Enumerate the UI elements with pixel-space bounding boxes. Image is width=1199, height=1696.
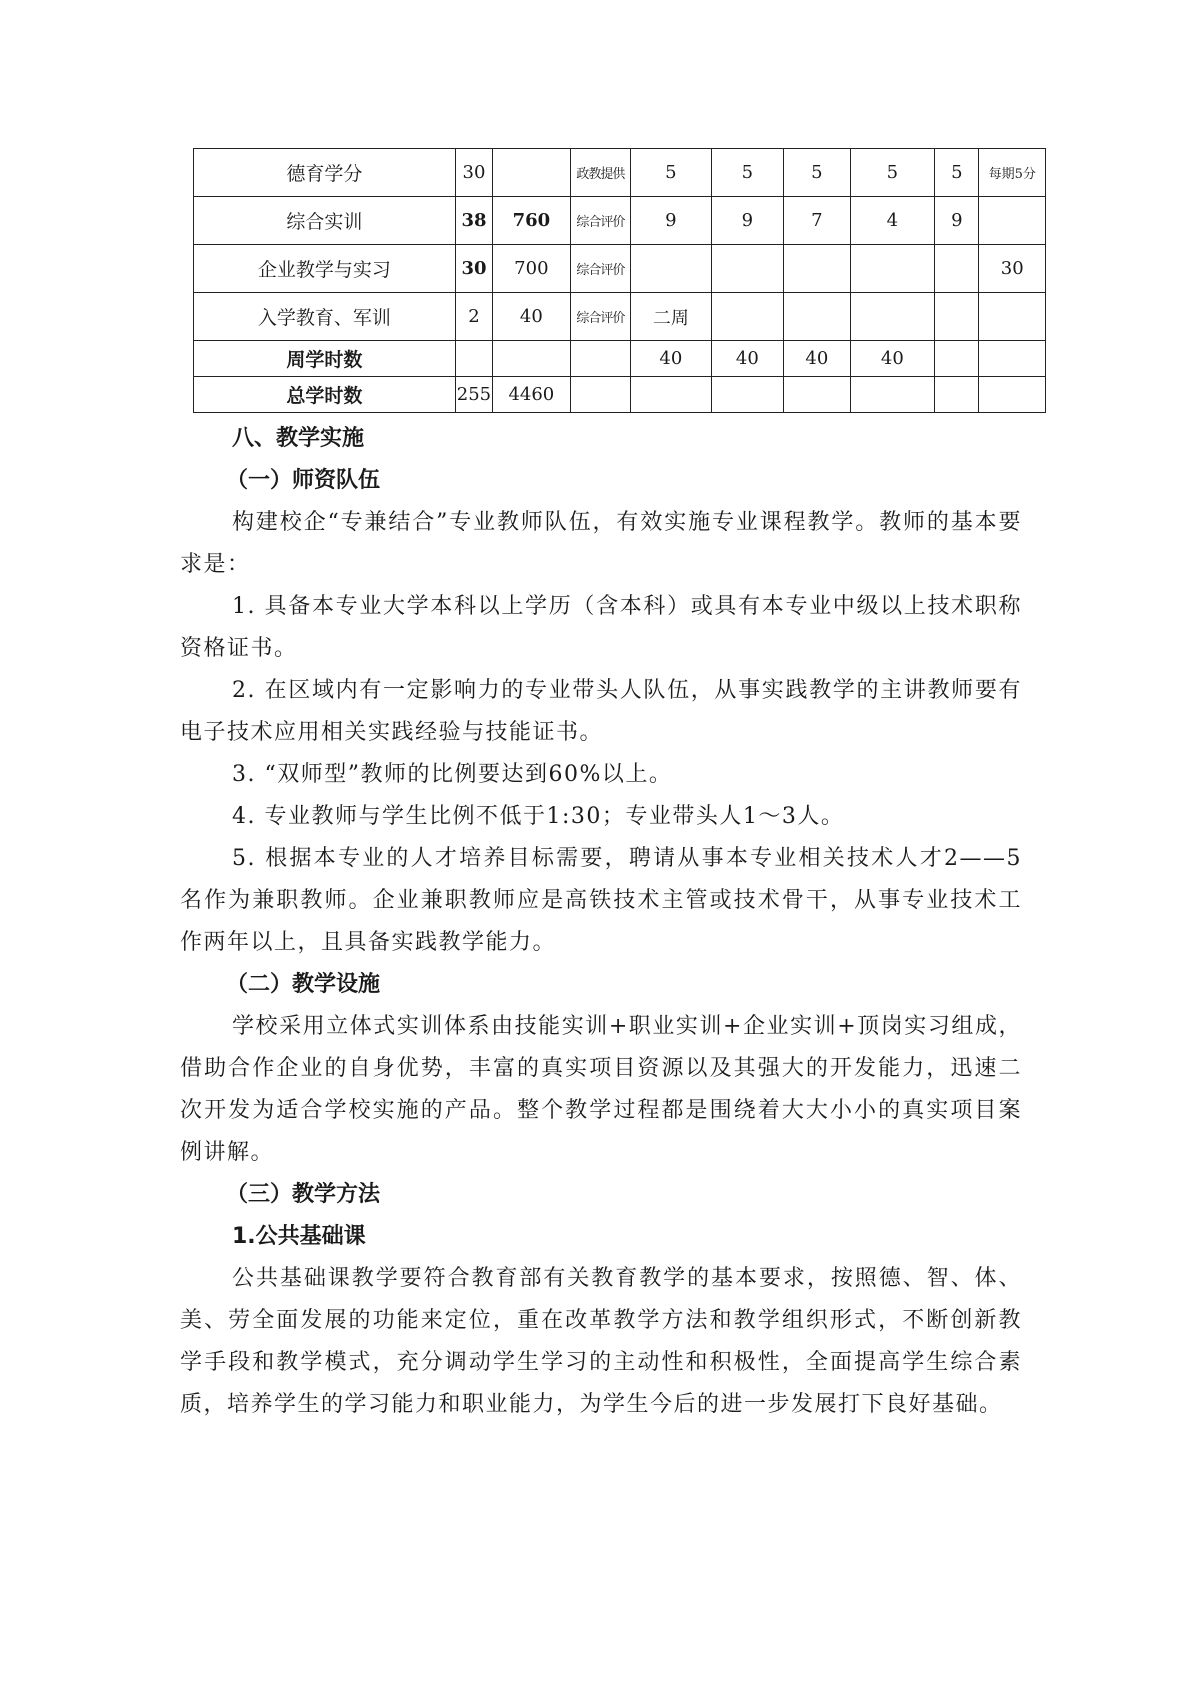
assessment-cell: 政教提供	[570, 149, 630, 197]
semester-cell	[850, 245, 935, 293]
semester-cell: 40	[711, 341, 784, 377]
semester-cell: 9	[935, 197, 979, 245]
assessment-cell: 综合评价	[570, 293, 630, 341]
row-name: 周学时数	[194, 341, 456, 377]
semester-cell: 9	[631, 197, 712, 245]
table-row	[194, 293, 1046, 341]
semester-cell	[935, 341, 979, 377]
semester-cell	[935, 293, 979, 341]
subsection-heading: （三）教学方法	[226, 1182, 381, 1207]
list-item: 1. 具备本专业大学本科以上学历（含本科）或具有本专业中级以上技术职称资格证书。	[180, 594, 1022, 661]
semester-cell: 5	[711, 149, 784, 197]
row-name: 总学时数	[194, 377, 456, 413]
row-name: 企业教学与实习	[194, 245, 456, 293]
semester-cell: 5	[784, 149, 850, 197]
semester-cell	[711, 245, 784, 293]
semester-cell: 每期5分	[979, 149, 1046, 197]
semester-cell: 9	[711, 197, 784, 245]
semester-cell	[935, 377, 979, 413]
paragraph: 公共基础课教学要符合教育部有关教育教学的基本要求，按照德、智、体、美、劳全面发展的功能来定位，重在改革教学方法和教学组织形式，不断创新教学手段和教学模式，充分调动学生学习的主动性和积极性，全面提高学生综合素质，培养学生的学习能力和职业能力，为学生今后的进一步发展打下良好基础。	[180, 1266, 1022, 1417]
credits-cell: 30	[455, 149, 492, 197]
table-row	[194, 341, 1046, 377]
assessment-cell	[570, 377, 630, 413]
hours-cell: 40	[493, 293, 571, 341]
hours-cell	[493, 149, 571, 197]
semester-cell: 40	[784, 341, 850, 377]
credits-cell: 255	[455, 377, 492, 413]
assessment-cell	[570, 341, 630, 377]
paragraph: 构建校企“专兼结合”专业教师队伍，有效实施专业课程教学。教师的基本要求是：	[180, 510, 1022, 577]
semester-cell	[979, 293, 1046, 341]
credits-cell: 38	[455, 197, 492, 245]
list-item: 5. 根据本专业的人才培养目标需要，聘请从事本专业相关技术人才2——5名作为兼职教师。企业兼职教师应是高铁技术主管或技术骨干，从事专业技术工作两年以上，且具备实践教学能力。	[180, 846, 1022, 955]
hours-cell: 700	[493, 245, 571, 293]
list-item: 3. “双师型”教师的比例要达到60%以上。	[232, 762, 673, 787]
semester-cell	[850, 293, 935, 341]
list-item: 2. 在区域内有一定影响力的专业带头人队伍，从事实践教学的主讲教师要有电子技术应用相关实践经验与技能证书。	[180, 678, 1022, 745]
semester-cell	[711, 293, 784, 341]
semester-cell	[631, 245, 712, 293]
credits-cell: 2	[455, 293, 492, 341]
credits-cell: 30	[455, 245, 492, 293]
semester-cell: 7	[784, 197, 850, 245]
credit-hours-table	[193, 148, 1046, 413]
semester-cell	[784, 377, 850, 413]
assessment-cell: 综合评价	[570, 245, 630, 293]
paragraph: 学校采用立体式实训体系由技能实训+职业实训+企业实训+顶岗实习组成，借助合作企业的自身优势，丰富的真实项目资源以及其强大的开发能力，迅速二次开发为适合学校实施的产品。整个教学过程都是围绕着大大小小的真实项目案例讲解。	[180, 1014, 1022, 1165]
row-name: 入学教育、军训	[194, 293, 456, 341]
hours-cell: 760	[493, 197, 571, 245]
table-row	[194, 245, 1046, 293]
document-body	[180, 418, 1022, 1426]
section-heading: 八、教学实施	[232, 426, 365, 451]
list-item: 4. 专业教师与学生比例不低于1:30；专业带头人1～3人。	[232, 804, 845, 829]
semester-cell	[935, 245, 979, 293]
semester-cell: 5	[631, 149, 712, 197]
subsection-heading: （一）师资队伍	[226, 468, 381, 493]
semester-cell	[979, 197, 1046, 245]
hours-cell	[493, 341, 571, 377]
semester-cell	[979, 341, 1046, 377]
row-name: 综合实训	[194, 197, 456, 245]
row-name: 德育学分	[194, 149, 456, 197]
semester-cell	[784, 293, 850, 341]
semester-cell	[631, 377, 712, 413]
table-row	[194, 149, 1046, 197]
semester-cell	[711, 377, 784, 413]
minor-heading: 1.公共基础课	[232, 1224, 366, 1249]
assessment-cell: 综合评价	[570, 197, 630, 245]
semester-cell: 30	[979, 245, 1046, 293]
subsection-heading: （二）教学设施	[226, 972, 381, 997]
semester-cell: 40	[631, 341, 712, 377]
semester-cell: 40	[850, 341, 935, 377]
hours-cell: 4460	[493, 377, 571, 413]
table-row	[194, 197, 1046, 245]
semester-cell: 5	[850, 149, 935, 197]
semester-cell: 二周	[631, 293, 712, 341]
semester-cell	[784, 245, 850, 293]
table-row	[194, 377, 1046, 413]
semester-cell	[979, 377, 1046, 413]
semester-cell: 4	[850, 197, 935, 245]
credits-cell	[455, 341, 492, 377]
semester-cell: 5	[935, 149, 979, 197]
semester-cell	[850, 377, 935, 413]
